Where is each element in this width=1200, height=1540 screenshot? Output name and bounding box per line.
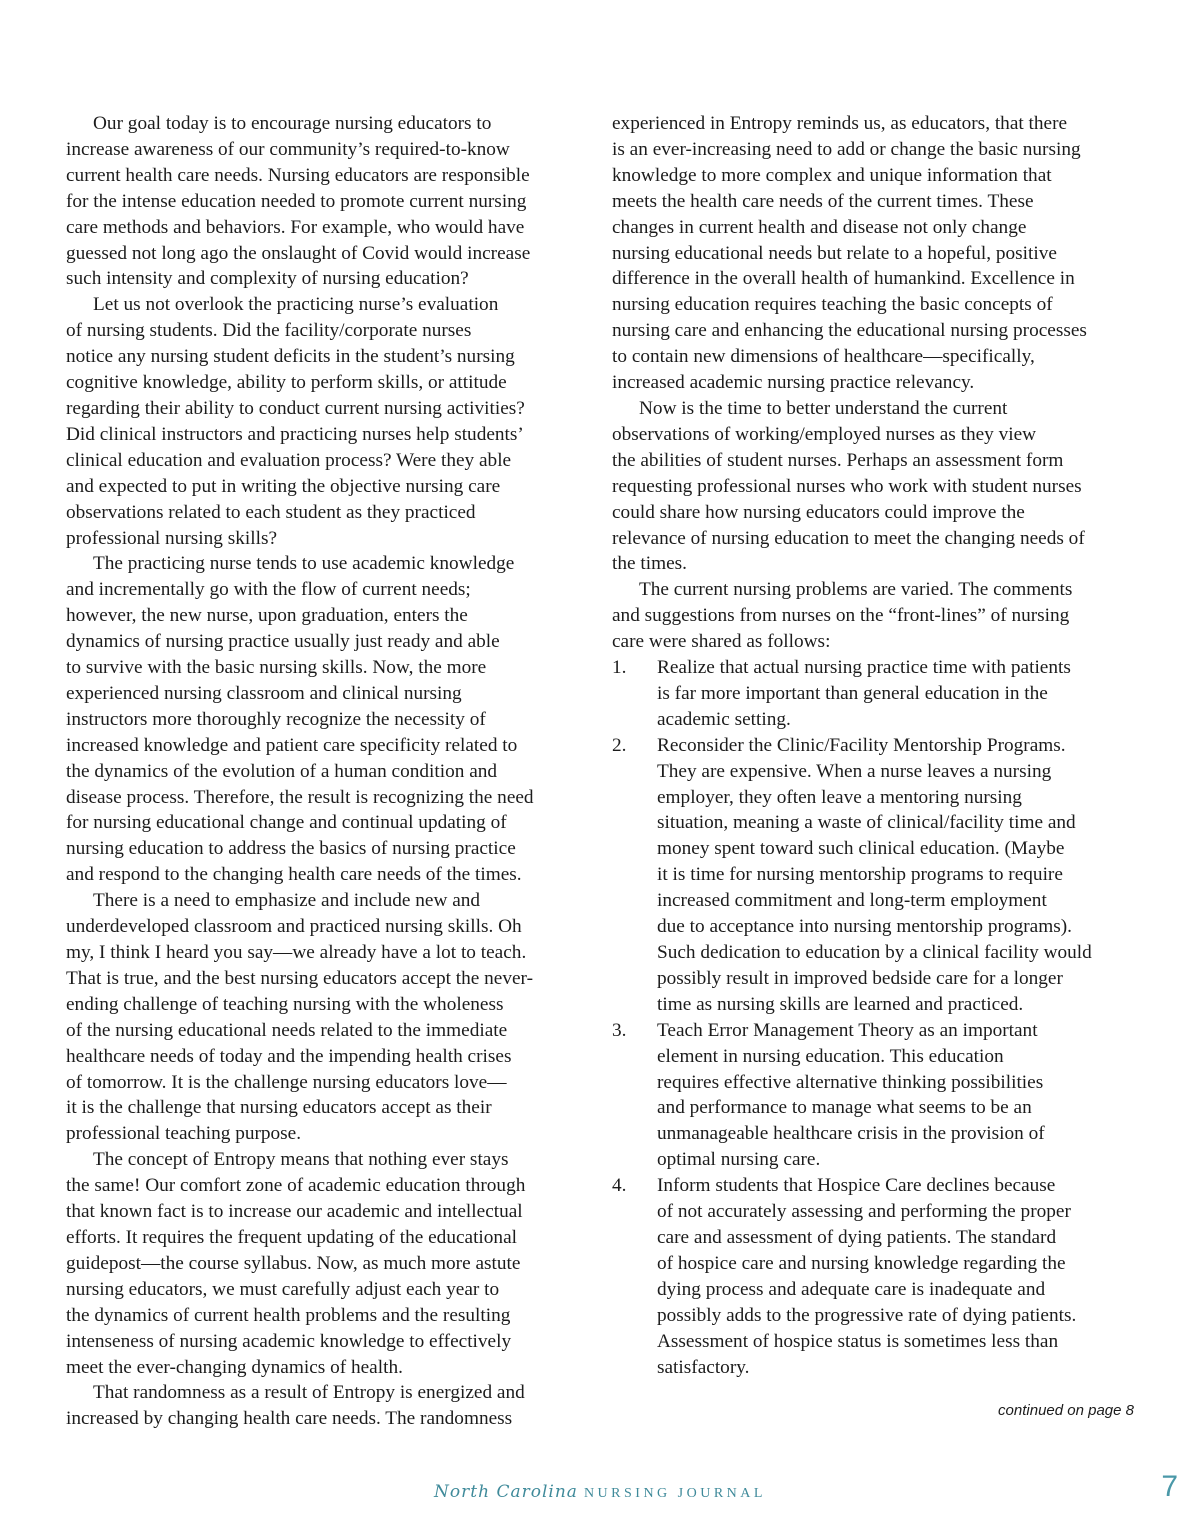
paragraph-goal — [66, 111, 588, 292]
text-line: Teach Error Management Theory as an important — [657, 1019, 1038, 1041]
text-line: guidepost—the course syllabus. Now, as much more astute — [66, 1252, 521, 1274]
text-line: increase awareness of our community’s required-to-know — [66, 138, 510, 160]
text-line: the times. — [612, 553, 687, 575]
paragraph-current-problems — [612, 577, 1137, 655]
text-line: The concept of Entropy means that nothing ever stays — [93, 1149, 509, 1171]
list-item-number: 3. — [612, 1019, 627, 1041]
text-line: Inform students that Hospice Care declines because — [657, 1175, 1056, 1197]
text-line: of not accurately assessing and performing the proper — [657, 1201, 1071, 1223]
text-line: healthcare needs of today and the impending health crises — [66, 1045, 512, 1067]
paragraph-entropy-continued — [612, 111, 1137, 396]
text-line: notice any nursing student deficits in the student’s nursing — [66, 346, 515, 368]
text-line: nursing care and enhancing the educational nursing processes — [612, 320, 1087, 342]
page-number: 7 — [1161, 1470, 1178, 1503]
list-item — [612, 1018, 1137, 1173]
text-line: knowledge to more complex and unique information that — [612, 164, 1052, 186]
list-item-number: 4. — [612, 1175, 627, 1197]
text-line: to contain new dimensions of healthcare—specifically, — [612, 346, 1035, 368]
text-line: That is true, and the best nursing educators accept the never- — [66, 967, 534, 989]
text-line: The practicing nurse tends to use academic knowledge — [93, 553, 515, 575]
text-line: is far more important than general education in the — [657, 682, 1048, 704]
text-line: element in nursing education. This education — [657, 1045, 1004, 1067]
text-line: the dynamics of current health problems and the resulting — [66, 1304, 511, 1326]
text-line: cognitive knowledge, ability to perform skills, or attitude — [66, 372, 507, 394]
text-line: unmanageable healthcare crisis in the provision of — [657, 1123, 1045, 1145]
journal-name-script: North Carolina — [434, 1482, 578, 1502]
paragraph-academic-knowledge — [66, 551, 588, 888]
list-item-text — [657, 1173, 1137, 1380]
text-line: is an ever-increasing need to add or change the basic nursing — [612, 138, 1081, 160]
left-column — [66, 111, 588, 1432]
text-line: increased commitment and long-term employment — [657, 890, 1047, 912]
text-line: disease process. Therefore, the result is recognizing the need — [66, 786, 534, 808]
text-line: such intensity and complexity of nursing education? — [66, 268, 469, 290]
text-line: regarding their ability to conduct current nursing activities? — [66, 397, 525, 419]
text-line: Reconsider the Clinic/Facility Mentorship Programs. — [657, 734, 1066, 756]
text-line: intenseness of nursing academic knowledge to effectively — [66, 1330, 512, 1352]
text-line: difference in the overall health of humankind. Excellence in — [612, 268, 1075, 290]
text-line: changes in current health and disease not only change — [612, 216, 1027, 238]
text-line: academic setting. — [657, 708, 791, 730]
text-line: Such dedication to education by a clinical facility would — [657, 942, 1092, 963]
text-line: possibly adds to the progressive rate of dying patients. — [657, 1304, 1077, 1326]
text-line: underdeveloped classroom and practiced nursing skills. Oh — [66, 916, 522, 938]
list-item-text — [657, 1018, 1137, 1173]
right-column — [612, 111, 1137, 1380]
text-line: dynamics of nursing practice usually just ready and able — [66, 631, 500, 653]
list-item-number: 1. — [612, 657, 627, 679]
text-line: nursing education to address the basics of nursing practice — [66, 838, 516, 860]
text-line: professional teaching purpose. — [66, 1123, 302, 1145]
text-line: and incrementally go with the flow of current needs; — [66, 579, 471, 601]
text-line: increased knowledge and patient care specificity related to — [66, 734, 518, 756]
text-line: relevance of nursing education to meet the changing needs of — [612, 527, 1085, 549]
text-line: situation, meaning a waste of clinical/facility time and — [657, 812, 1076, 834]
text-line: instructors more thoroughly recognize the necessity of — [66, 708, 486, 730]
paragraph-practicing-nurse-evaluation — [66, 292, 588, 551]
text-line: Our goal today is to encourage nursing educators to — [93, 113, 492, 134]
paragraph-new-skills — [66, 888, 588, 1147]
text-line: meet the ever-changing dynamics of health. — [66, 1356, 403, 1378]
text-line: to survive with the basic nursing skills. Now, the more — [66, 657, 487, 679]
text-line: Did clinical instructors and practicing nurses help students’ — [66, 423, 524, 445]
text-line: time as nursing skills are learned and practiced. — [657, 993, 1024, 1015]
text-line: Now is the time to better understand the current — [639, 397, 1008, 419]
text-line: that known fact is to increase our academic and intellectual — [66, 1201, 523, 1223]
text-line: Assessment of hospice status is sometimes less than — [657, 1330, 1059, 1352]
text-line: and respond to the changing health care needs of the times. — [66, 864, 522, 886]
text-line: it is the challenge that nursing educators accept as their — [66, 1097, 492, 1119]
text-line: the same! Our comfort zone of academic education through — [66, 1175, 526, 1197]
suggestions-list — [612, 655, 1137, 1380]
text-line: Realize that actual nursing practice time with patients — [657, 657, 1071, 679]
text-line: They are expensive. When a nurse leaves a nursing — [657, 760, 1052, 782]
text-line: however, the new nurse, upon graduation, enters the — [66, 605, 468, 627]
journal-footer — [0, 1482, 1200, 1502]
text-line: satisfactory. — [657, 1356, 750, 1378]
text-line: it is time for nursing mentorship programs to require — [657, 864, 1063, 886]
text-line: meets the health care needs of the current times. These — [612, 190, 1034, 212]
text-line: the dynamics of the evolution of a human condition and — [66, 760, 498, 782]
list-item — [612, 733, 1137, 1018]
text-line: dying process and adequate care is inadequate and — [657, 1278, 1046, 1300]
text-line: care and assessment of dying patients. The standard — [657, 1226, 1057, 1248]
text-line: experienced nursing classroom and clinical nursing — [66, 682, 462, 704]
list-item-text — [657, 655, 1137, 733]
text-line: the abilities of student nurses. Perhaps an assessment form — [612, 449, 1064, 471]
text-line: possibly result in improved bedside care for a longer — [657, 967, 1063, 989]
text-line: for the intense education needed to promote current nursing — [66, 190, 527, 212]
text-line: and expected to put in writing the objective nursing care — [66, 475, 501, 497]
text-line: nursing educational needs but relate to a hopeful, positive — [612, 242, 1057, 264]
list-item — [612, 655, 1137, 733]
text-line: and suggestions from nurses on the “front-lines” of nursing — [612, 605, 1070, 627]
text-line: guessed not long ago the onslaught of Covid would increase — [66, 242, 531, 264]
text-line: my, I think I heard you say—we already have a lot to teach. — [66, 942, 527, 963]
text-line: money spent toward such clinical education. (Maybe — [657, 838, 1065, 860]
text-line: clinical education and evaluation process? Were they able — [66, 449, 512, 471]
paragraph-now-is-the-time — [612, 396, 1137, 577]
text-line: nursing educators, we must carefully adjust each year to — [66, 1278, 500, 1300]
continued-on-page-note: continued on page 8 — [998, 1402, 1134, 1419]
list-item-number: 2. — [612, 734, 627, 756]
text-line: observations related to each student as they practiced — [66, 501, 476, 523]
text-line: could share how nursing educators could improve the — [612, 501, 1025, 523]
text-line: due to acceptance into nursing mentorship programs). — [657, 916, 1072, 938]
text-line: That randomness as a result of Entropy is energized and — [93, 1382, 525, 1404]
text-line: The current nursing problems are varied. The comments — [639, 579, 1073, 601]
text-line: and performance to manage what seems to be an — [657, 1097, 1032, 1119]
text-line: increased by changing health care needs. The randomness — [66, 1408, 513, 1430]
text-line: current health care needs. Nursing educators are responsible — [66, 164, 530, 186]
text-line: requesting professional nurses who work with student nurses — [612, 475, 1082, 497]
text-line: optimal nursing care. — [657, 1149, 821, 1171]
journal-name-caps: NURSING JOURNAL — [583, 1486, 766, 1501]
list-item — [612, 1173, 1137, 1380]
text-line: efforts. It requires the frequent updating of the educational — [66, 1226, 517, 1248]
text-line: care methods and behaviors. For example, who would have — [66, 216, 525, 238]
text-line: increased academic nursing practice relevancy. — [612, 372, 975, 394]
text-line: of tomorrow. It is the challenge nursing educators love— — [66, 1071, 507, 1093]
text-line: observations of working/employed nurses as they view — [612, 423, 1037, 445]
text-line: professional nursing skills? — [66, 527, 278, 549]
text-line: requires effective alternative thinking possibilities — [657, 1071, 1044, 1093]
text-line: of hospice care and nursing knowledge regarding the — [657, 1252, 1066, 1274]
text-line: employer, they often leave a mentoring nursing — [657, 786, 1022, 808]
text-line: of the nursing educational needs related to the immediate — [66, 1019, 508, 1041]
list-item-text — [657, 733, 1137, 1018]
paragraph-entropy-concept — [66, 1147, 588, 1380]
text-line: for nursing educational change and continual updating of — [66, 812, 507, 834]
text-line: Let us not overlook the practicing nurse’s evaluation — [93, 294, 499, 316]
text-line: of nursing students. Did the facility/corporate nurses — [66, 320, 472, 342]
text-line: experienced in Entropy reminds us, as educators, that there — [612, 113, 1068, 134]
text-line: care were shared as follows: — [612, 631, 831, 653]
text-line: There is a need to emphasize and include new and — [93, 890, 481, 912]
paragraph-randomness — [66, 1380, 588, 1432]
text-line: ending challenge of teaching nursing with the wholeness — [66, 993, 504, 1015]
text-line: nursing education requires teaching the basic concepts of — [612, 294, 1053, 316]
